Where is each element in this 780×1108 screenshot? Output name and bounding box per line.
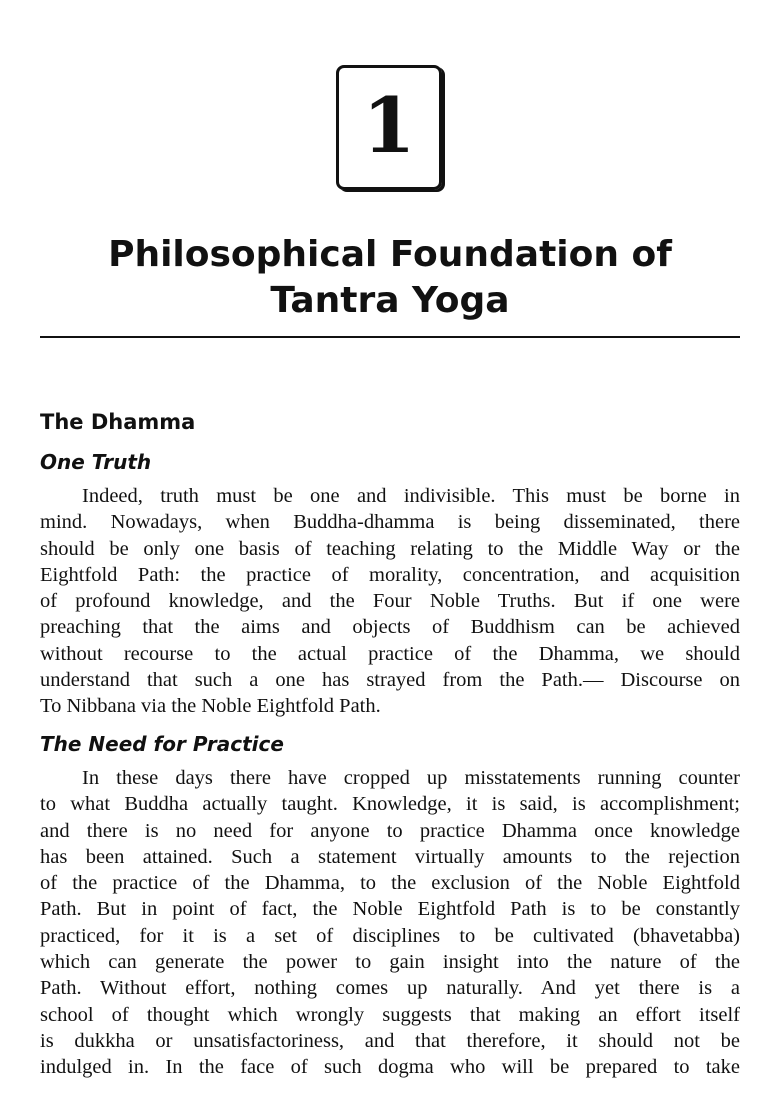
paragraph-line: Indeed, truth must be one and indivisible. This must be borne in <box>82 485 740 507</box>
paragraph-line: understand that such a one has strayed from the Path.— Discourse on <box>40 669 740 692</box>
subsection-heading-need-for-practice: The Need for Practice <box>40 732 284 756</box>
paragraph-line: Path. But in point of fact, the Noble Eightfold Path is to be constantly <box>40 898 740 921</box>
paragraph-line: of the practice of the Dhamma, to the exclusion of the Noble Eightfold <box>40 872 740 895</box>
paragraph-line: to what Buddha actually taught. Knowledge, it is said, is accomplishment; <box>40 793 740 816</box>
paragraph-line: school of thought which wrongly suggests that making an effort itself <box>40 1003 740 1026</box>
subsection-heading-one-truth: One Truth <box>40 450 152 474</box>
paragraph-line: is dukkha or unsatisfactoriness, and that therefore, it should not be <box>40 1029 740 1052</box>
paragraph-line: and there is no need for anyone to practice Dhamma once knowledge <box>40 819 740 842</box>
paragraph-one-truth <box>40 483 740 720</box>
title-divider <box>40 336 740 338</box>
paragraph-line: has been attained. Such a statement virtually amounts to the rejection <box>40 845 740 868</box>
section-heading: The Dhamma <box>40 410 196 434</box>
paragraph-line: practiced, for it is a set of disciplines to be cultivated (bhavetabba) <box>40 924 740 947</box>
paragraph-line: Eightfold Path: the practice of morality, concentration, and acquisition <box>40 563 740 586</box>
chapter-title-line-1: Philosophical Foundation of <box>108 234 672 275</box>
paragraph-line: In these days there have cropped up misstatements running counter <box>82 767 740 789</box>
paragraph-line: without recourse to the actual practice of the Dhamma, we should <box>40 642 740 665</box>
paragraph-line: Path. Without effort, nothing comes up naturally. And yet there is a <box>40 977 740 1000</box>
chapter-number: 1 <box>362 81 416 170</box>
paragraph-need-for-practice <box>40 765 740 1081</box>
paragraph-line: mind. Nowadays, when Buddha-dhamma is being disseminated, there <box>40 511 740 534</box>
chapter-number-box <box>336 65 442 190</box>
paragraph-line: To Nibbana via the Noble Eightfold Path. <box>40 695 381 718</box>
paragraph-line: which can generate the power to gain insight into the nature of the <box>40 951 740 974</box>
paragraph-line: of profound knowledge, and the Four Noble Truths. But if one were <box>40 590 740 613</box>
paragraph-line: preaching that the aims and objects of Buddhism can be achieved <box>40 616 740 639</box>
chapter-title-line-2: Tantra Yoga <box>270 280 510 321</box>
paragraph-line: should be only one basis of teaching relating to the Middle Way or the <box>40 537 740 560</box>
paragraph-line: indulged in. In the face of such dogma who will be prepared to take <box>40 1056 740 1079</box>
